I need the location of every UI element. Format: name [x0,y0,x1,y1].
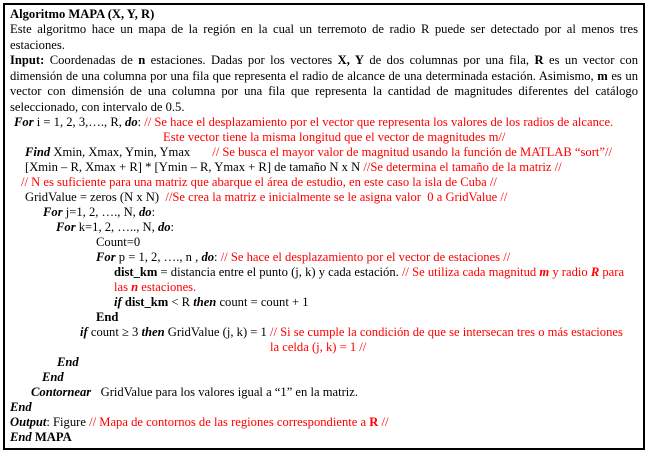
comment: // Mapa de contornos de las regiones correspondiente a [89,415,370,429]
text: k=1, 2, ….., N, [75,220,158,234]
text: n [138,53,146,67]
output-line [10,415,638,430]
text: < R [168,295,194,309]
if-dist-line [10,295,638,310]
text: p = 1, 2, …., n , [115,250,202,264]
keyword: End [10,430,32,444]
comment: // Se hace el desplazamiento por el vector de estaciones // [220,250,511,264]
for-p-line [10,250,638,265]
algorithm-description: Este algoritmo hace un mapa de la región en la cual un terremoto de radio R puede ser detectado por al menos tres estaciones. [10,22,638,52]
count-init: Count=0 [96,235,141,249]
comment: //Se crea la matriz e inicialmente se le asigna valor 0 a GridValue // [165,190,508,204]
comment: m [539,265,550,279]
text: GridValue = zeros (N x N) [25,190,166,204]
dist-line [10,265,638,280]
text: es un vector con dimensión de una columna por una fila que representa la cantidad de magnitudes diferentes del catálogo seleccionado, con intervalo de 0.5. [10,68,638,114]
find-line [10,145,638,160]
text: : [170,220,175,234]
keyword: Find [25,145,51,159]
end-j: End [42,370,64,384]
keyword: do [157,220,171,234]
keyword: For [43,205,63,219]
text: GridValue (j, k) = 1 [164,325,270,339]
text: = distancia entre el punto (j, k) y cada estación. [157,265,402,279]
keyword: do [125,115,138,129]
keyword: For [96,250,116,264]
comment: para [599,265,625,279]
comment: // Se utiliza cada magnitud [401,265,540,279]
keyword: if [114,295,122,309]
comment: // [378,415,389,429]
grid-line [10,190,638,205]
comment: // Si se cumple la condición de que se intersecan tres o más estaciones [270,325,623,339]
text: i = 1, 2, 3,…., R, [33,115,126,129]
input-description [10,53,638,115]
end-k: End [57,355,79,369]
text: count ≥ 3 [87,325,142,339]
comment: // Se busca el mayor valor de magnitud usando la función de MATLAB “sort”// [212,145,612,159]
comment: // Se hace el desplazamiento por el vector que representa los valores de los radios de alcance. [144,115,614,129]
comment: la celda (j, k) = 1 // [270,340,367,354]
keyword: Contornear [31,385,92,399]
text: Coordenadas de [44,53,139,67]
text: es un vector con dimensión de una columna por una fila que representa el radio de alcance de una determinada estación. Asimismo, [10,53,638,83]
algorithm-box [3,3,645,450]
text: count = count + 1 [216,295,309,309]
text: GridValue para los valores igual a “1” en la matriz. [91,385,359,399]
text: j=1, 2, …., N, [62,205,139,219]
text: : [151,205,156,219]
text: : [214,250,221,264]
keyword: For [14,115,34,129]
comment: //Se determina el tamaño de la matriz // [363,160,562,174]
comment: estaciones. [138,280,197,294]
text: de dos columnas por una fila, [363,53,535,67]
text: R [534,53,544,67]
text: m [597,68,608,83]
contour-line [10,385,638,400]
text: Xmin, Xmax, Ymin, Ymax [50,145,191,159]
text: : [137,115,145,129]
keyword: Output [10,415,47,429]
variable: dist_km [114,265,158,279]
comment: las [114,280,132,294]
dist-comment-cont [10,280,638,295]
for-j-line [10,205,638,220]
algorithm-title: Algoritmo MAPA (X, Y, R) [10,7,155,21]
keyword: do [138,205,152,219]
comment: n [131,280,139,294]
keyword: then [193,295,217,309]
text: [Xmin – R, Xmax + R] * [Ymin – R, Ymax + R] de tamaño N x N [25,160,364,174]
comment: y radio [549,265,591,279]
keyword: then [141,325,165,339]
comment: R [369,415,379,429]
keyword: if [80,325,88,339]
if-count-line [10,325,638,340]
keyword: do [201,250,215,264]
keyword: For [56,220,76,234]
comment: R [590,265,600,279]
for-i-line [10,115,638,130]
input-label: Input: [10,53,45,67]
variable: dist_km [121,295,169,309]
for-k-line [10,220,638,235]
end-mapa-line [10,430,638,445]
comment: // N es suficiente para una matriz que abarque el área de estudio, en este caso la isla de Cuba // [21,175,497,189]
text: MAPA [31,430,72,444]
text: estaciones. Dadas por los vectores [145,53,338,67]
range-line [10,160,638,175]
comment: Este vector tiene la misma longitud que el vector de magnitudes m// [163,130,506,144]
text: : Figure [46,415,90,429]
end-p: End [96,310,119,324]
end-i: End [10,400,32,414]
text: X, Y [337,53,364,67]
